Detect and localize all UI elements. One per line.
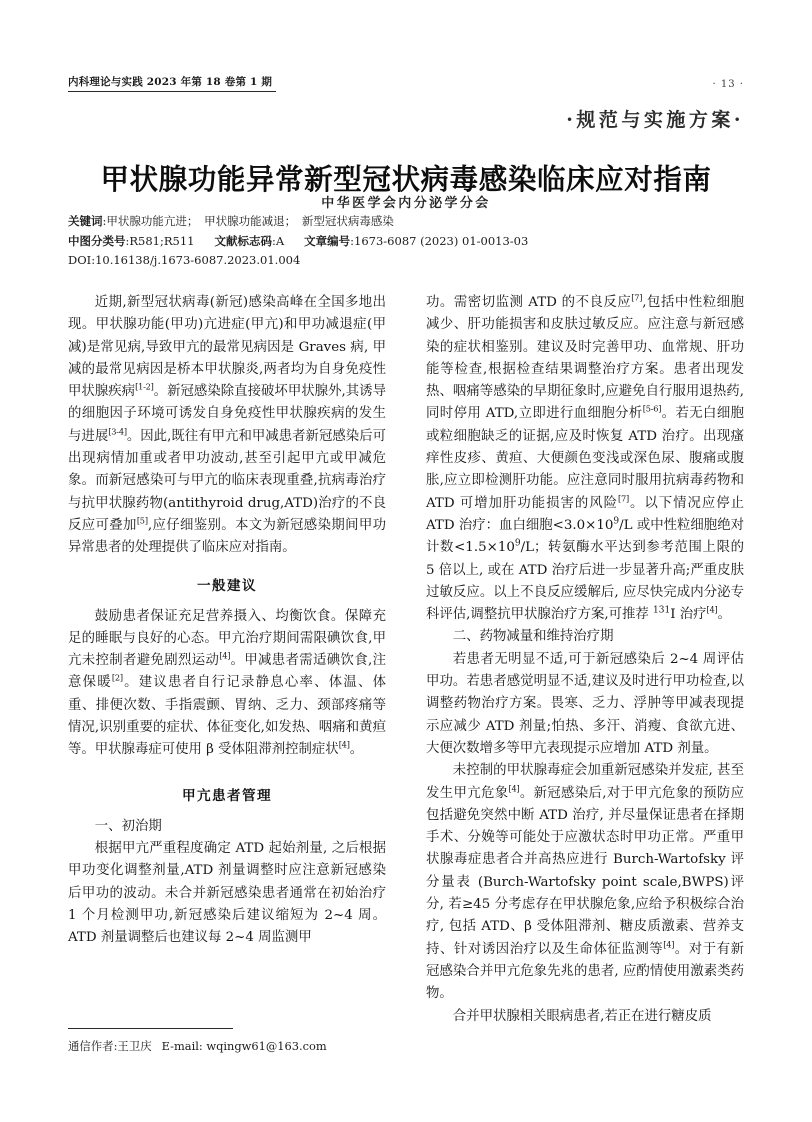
journal-citation: 内科理论与实践 2023 年第 18 卷第 1 期 [68, 74, 276, 92]
reference-marker: [4] [338, 739, 350, 750]
crisis-part-2: 。新冠感染后,对于甲亢危象的预防应包括避免突然中断 ATD 治疗, 并尽量保证患者在择期手术、分娩等可能处于应激状态时甲功正常。严重甲状腺毒症患者合并高热应进行 Burch-Wartofsky 评分量表 (Burch-Wartofsky point scale,BWPS)评分, 若≥45 分考虑存在甲状腺危象,应给予积极综合治疗, 包括 ATD、β 受体阻滞剂、糖皮质激素、营养支持、针对诱因治疗以及生命体征监测等 [426, 785, 744, 957]
footnote-author-name: 王卫庆 [117, 1039, 152, 1053]
doi-line [68, 251, 744, 271]
reference-marker: [2] [111, 672, 123, 683]
intro-part-4: ,应仔细鉴别。本文为新冠感染期间甲功异常患者的处理提供了临床应对指南。 [68, 517, 386, 556]
clc-value: R581;R511 [129, 233, 195, 248]
heading-general-advice: 一般建议 [197, 577, 257, 594]
reference-marker: [4] [663, 939, 675, 950]
keywords-value: 甲状腺功能亢进； 甲状腺功能减退； 新型冠状病毒感染 [106, 214, 394, 228]
continued-paragraph [426, 292, 744, 626]
body-columns [68, 292, 744, 1052]
reference-marker: [3-4] [108, 426, 127, 437]
maintenance-paragraph: 若患者无明显不适,可于新冠感染后 2~4 周评估甲功。若患者感觉明显不适,建议及时进行甲功检查,以调整药物治疗方案。畏寒、乏力、浮肿等甲减表现提示应减少 ATD 剂量;怕热、多汗、消瘦、食欲亢进、大便次数增多等甲亢表现提示应增加 ATD 剂量。 [426, 651, 744, 756]
reference-marker: [4] [508, 783, 520, 794]
general-advice-paragraph [68, 606, 386, 762]
cont-part-6: /L；转氨酶水平达到参考范围上限的 5 倍以上, 或在 ATD 治疗后进一步显著升高;严重皮肤过敏反应。以上不良反应缓解后, 应尽快完成内分泌专科评估,调整抗甲状腺治疗方案,可推荐 [426, 540, 745, 623]
intro-part-3: 。因此,既往有甲亢和甲减患者新冠感染后可出现病情加重或者甲功波动,甚至引起甲亢或甲减危象。而新冠感染可与甲亢的临床表现重叠,抗病毒治疗与抗甲状腺药物(antithyroid drug,ATD)治疗的不良反应可叠加 [68, 428, 386, 533]
reference-marker: [7] [631, 292, 643, 303]
footnote-email-label: E-mail: [161, 1039, 203, 1053]
exponent-marker: 9 [514, 538, 521, 549]
doc-code-value: A [275, 233, 285, 248]
cont-part-7: I 治疗 [670, 607, 707, 623]
section-kicker: ·规范与实施方案· [566, 109, 744, 131]
column-left [68, 292, 386, 1052]
crisis-part-1: 未控制的甲状腺毒症会加重新冠感染并发症, 甚至发生甲亢危象 [426, 763, 744, 801]
general-part-3: 。建议患者自行记录静息心率、体温、体重、排便次数、手指震颤、胃纳、乏力、颈部疼痛等情况,识别重要的症状、体征变化,如发热、咽痛和黄疸等。甲状腺毒症可使用 β 受体阻滞剂控制症状 [68, 675, 387, 758]
footnote-label: 通信作者 [68, 1039, 114, 1053]
exponent-marker: 9 [613, 516, 620, 527]
article-id-value: 1673-6087 (2023) 01-0013-03 [354, 233, 529, 248]
isotope-marker: 131 [653, 605, 671, 616]
reference-marker: [4] [219, 650, 231, 661]
reference-marker: [5] [136, 515, 148, 526]
intro-part-2: 。新冠感染除直接破坏甲状腺外,其诱导的细胞因子环境可诱发自身免疫性甲状腺疾病的发生与进展 [68, 384, 386, 444]
subheading-dose-reduction: 二、药物减量和维持治疗期 [452, 629, 614, 645]
keywords-line: 关键词:甲状腺功能亢进； 甲状腺功能减退； 新型冠状病毒感染 [68, 214, 394, 228]
crisis-part-3: 。对于有新冠感染合并甲亢危象先兆的患者, 应酌情使用激素类药物。 [426, 941, 745, 1002]
footnote-divider [68, 1028, 233, 1029]
intro-part-1: 近期,新型冠状病毒(新冠)感染高峰在全国多地出现。甲状腺功能(甲功)亢进症(甲亢)和甲功减退症(甲减)是常见病,导致甲亢的最常见病因是 Graves 病, 甲减的最常见病因是桥本甲状腺炎,两者均为自身免疫性甲状腺疾病 [68, 295, 386, 400]
reference-marker: [4] [706, 604, 718, 615]
general-part-2: 。甲减患者需适碘饮食,注意保暖 [68, 653, 387, 691]
doi-value: DOI:10.16138/j.1673-6087.2023.01.004 [68, 253, 301, 267]
column-right [426, 292, 744, 1052]
reference-marker: [1-2] [135, 381, 154, 392]
clc-label: 中图分类号 [68, 233, 126, 248]
page-title: 甲状腺功能异常新型冠状病毒感染临床应对指南 [100, 163, 712, 197]
intro-paragraph [68, 292, 386, 560]
cont-part-2: ,包括中性粒细胞减少、肝功能损害和皮肤过敏反应。应注意与新冠感染的症状相鉴别。建议及时完善甲功、血常规、肝功能等检查,根据检查结果调整治疗方案。患者出现发热、咽痛等感染的早期征象时,应避免自行服用退热药,同时停用 ATD,立即进行血细胞分析 [426, 295, 744, 422]
footnote-email: wqingw61@163.com [206, 1039, 327, 1053]
doc-code-label: 文献标志码 [214, 233, 272, 248]
subheading-initial-treatment: 一、初治期 [94, 818, 162, 834]
eye-disease-paragraph: 合并甲状腺相关眼病患者,若正在进行糖皮质 [452, 1008, 712, 1024]
article-metadata [68, 212, 744, 271]
cont-part-3: 。若无白细胞或粒细胞缺乏的证据,应及时恢复 ATD 治疗。出现瘙痒性皮疹、黄疸、大便颜色变浅或深色尿、腹痛或腹胀,应立即检测肝功能。应注意同时服用抗病毒药物和 ATD 可增加肝功能损害的风险 [426, 406, 745, 511]
cont-part-1: 功。需密切监测 ATD 的不良反应 [426, 295, 632, 310]
author-affiliation: 中华医学会内分泌学分会 [321, 196, 491, 211]
thyroid-crisis-paragraph [426, 760, 744, 1005]
cont-part-5: /L 或中性粒细胞绝对计数<1.5×10 [426, 517, 744, 556]
reference-marker: [5-6] [642, 404, 662, 415]
keywords-label: 关键词 [68, 214, 103, 228]
cont-part-8: 。 [717, 607, 731, 623]
corresponding-author-note: 通信作者:王卫庆 E-mail: wqingw61@163.com [68, 1039, 327, 1053]
general-part-4: 。 [349, 742, 364, 758]
initial-treatment-paragraph: 根据甲亢严重程度确定 ATD 起始剂量, 之后根据甲功变化调整剂量,ATD 剂量调整时应注意新冠感染后甲功的波动。未合并新冠感染患者通常在初始治疗 1 个月检测甲功,新冠感染后建议缩短为 2~4 周。ATD 剂量调整后也建议每 2~4 周监测甲 [68, 840, 386, 946]
classification-line: 中图分类号:R581;R511 文献标志码:A 文章编号:1673-6087 (2023) 01-0013-03 [68, 233, 529, 248]
running-head [68, 74, 744, 92]
reference-marker: [7] [617, 493, 629, 504]
general-part-1: 鼓励患者保证充足营养摄入、均衡饮食。保障充足的睡眠与良好的心态。甲亢治疗期间需限碘饮食,甲亢未控制者避免剧烈运动 [68, 608, 386, 669]
article-id-label: 文章编号 [304, 233, 351, 248]
cont-part-4: 。以下情况应停止 ATD 治疗：血白细胞<3.0×10 [426, 495, 744, 533]
heading-hyperthyroid-management: 甲亢患者管理 [182, 787, 272, 804]
page-number: · 13 · [712, 79, 744, 90]
